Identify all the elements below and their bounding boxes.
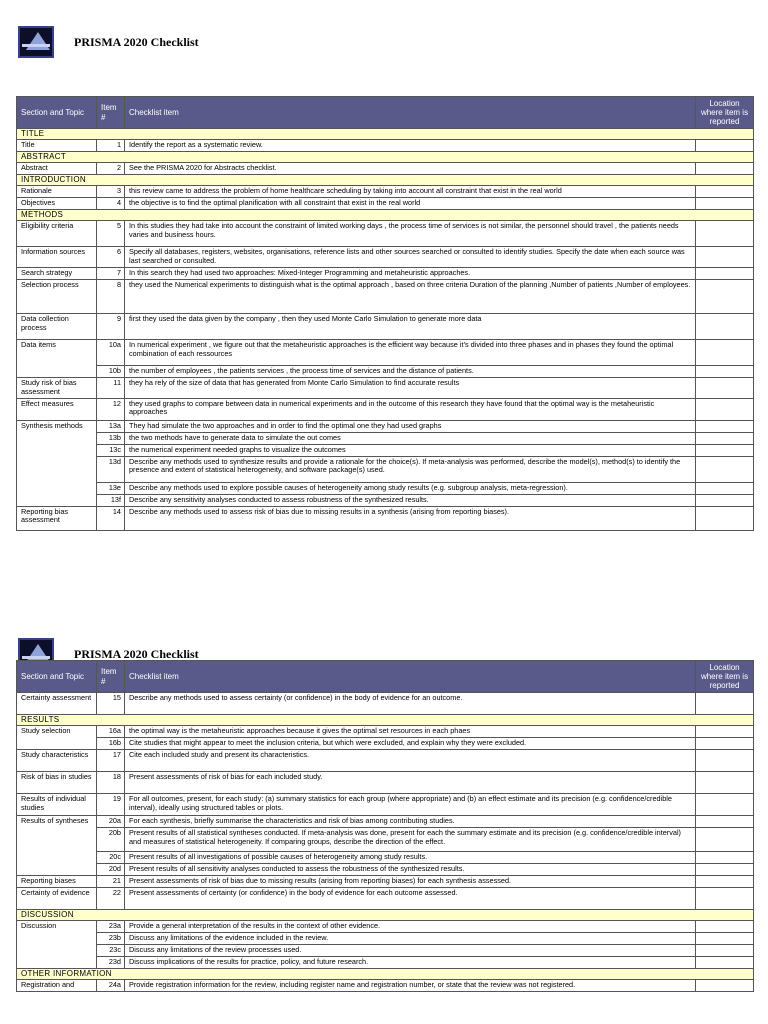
section-row bbox=[17, 910, 754, 921]
topic-cell: Discussion bbox=[17, 921, 97, 969]
item-number-cell: 23b bbox=[97, 933, 125, 945]
section-label: RESULTS bbox=[17, 715, 754, 726]
checklist-item-cell: In this search they had used two approaches: Mixed-Integer Programming and metaheuristic approaches. bbox=[125, 267, 696, 279]
location-cell[interactable] bbox=[696, 957, 754, 969]
table-row bbox=[17, 933, 754, 945]
section-row bbox=[17, 715, 754, 726]
table-row bbox=[17, 888, 754, 910]
section-row bbox=[17, 129, 754, 140]
table-row bbox=[17, 794, 754, 816]
table-row bbox=[17, 456, 754, 482]
section-label: INTRODUCTION bbox=[17, 175, 754, 186]
item-number-cell: 20d bbox=[97, 864, 125, 876]
checklist-item-cell: Describe any methods used to assess certainty (or confidence) in the body of evidence for an outcome. bbox=[125, 693, 696, 715]
topic-cell: Reporting bias assessment bbox=[17, 506, 97, 530]
location-cell[interactable] bbox=[696, 432, 754, 444]
table-row bbox=[17, 494, 754, 506]
item-number-cell: 13b bbox=[97, 432, 125, 444]
table-row bbox=[17, 726, 754, 738]
header-location: Location where item is reported bbox=[696, 661, 754, 693]
location-cell[interactable] bbox=[696, 921, 754, 933]
table-header-row bbox=[17, 661, 754, 693]
topic-cell: Study characteristics bbox=[17, 750, 97, 772]
header-section-topic: Section and Topic bbox=[17, 661, 97, 693]
item-number-cell: 15 bbox=[97, 693, 125, 715]
item-number-cell: 8 bbox=[97, 279, 125, 313]
item-number-cell: 21 bbox=[97, 876, 125, 888]
checklist-item-cell: For all outcomes, present, for each study: (a) summary statistics for each group (where appropriate) and (b) an effect estimate and its precision (e.g. confidence/credible interval), ideally using structured tables or plots. bbox=[125, 794, 696, 816]
table-row bbox=[17, 432, 754, 444]
header-location: Location where item is reported bbox=[696, 97, 754, 129]
table-header-row bbox=[17, 97, 754, 129]
header-checklist-item: Checklist item bbox=[125, 97, 696, 129]
section-label: ABSTRACT bbox=[17, 152, 754, 163]
location-cell[interactable] bbox=[696, 221, 754, 247]
item-number-cell: 4 bbox=[97, 198, 125, 210]
topic-cell: Reporting biases bbox=[17, 876, 97, 888]
table-row bbox=[17, 750, 754, 772]
checklist-item-cell: Describe any methods used to assess risk of bias due to missing results in a synthesis (arising from reporting biases). bbox=[125, 506, 696, 530]
table-row bbox=[17, 945, 754, 957]
item-number-cell: 1 bbox=[97, 140, 125, 152]
checklist-item-cell: Identify the report as a systematic review. bbox=[125, 140, 696, 152]
table-row bbox=[17, 267, 754, 279]
item-number-cell: 3 bbox=[97, 186, 125, 198]
section-row bbox=[17, 969, 754, 980]
topic-cell: Certainty of evidence bbox=[17, 888, 97, 910]
section-row bbox=[17, 152, 754, 163]
table-row bbox=[17, 864, 754, 876]
item-number-cell: 10a bbox=[97, 339, 125, 365]
table-row bbox=[17, 398, 754, 420]
location-cell[interactable] bbox=[696, 693, 754, 715]
topic-cell: Synthesis methods bbox=[17, 420, 97, 506]
topic-cell: Title bbox=[17, 140, 97, 152]
location-cell[interactable] bbox=[696, 267, 754, 279]
table-row bbox=[17, 365, 754, 377]
item-number-cell: 23d bbox=[97, 957, 125, 969]
checklist-item-cell: In numerical experiment , we figure out that the metaheuristic approaches is the efficient way because it’s divided into three phases and in phases they found the optimal combination of each ressources bbox=[125, 339, 696, 365]
item-number-cell: 17 bbox=[97, 750, 125, 772]
table-row bbox=[17, 279, 754, 313]
item-number-cell: 19 bbox=[97, 794, 125, 816]
table-row bbox=[17, 221, 754, 247]
item-number-cell: 2 bbox=[97, 163, 125, 175]
location-cell[interactable] bbox=[696, 482, 754, 494]
topic-cell: Abstract bbox=[17, 163, 97, 175]
checklist-table bbox=[16, 96, 754, 531]
table-row bbox=[17, 772, 754, 794]
table-body bbox=[17, 129, 754, 531]
location-cell[interactable] bbox=[696, 506, 754, 530]
topic-cell: Eligibility criteria bbox=[17, 221, 97, 247]
topic-cell: Data collection process bbox=[17, 313, 97, 339]
item-number-cell: 5 bbox=[97, 221, 125, 247]
checklist-item-cell: the number of employees , the patients services , the process time of services and the distance of patients. bbox=[125, 365, 696, 377]
topic-cell: Study selection bbox=[17, 726, 97, 750]
topic-cell: Data items bbox=[17, 339, 97, 377]
item-number-cell: 13f bbox=[97, 494, 125, 506]
location-cell[interactable] bbox=[696, 444, 754, 456]
checklist-item-cell: Describe any sensitivity analyses conducted to assess robustness of the synthesized results. bbox=[125, 494, 696, 506]
document-title: PRISMA 2020 Checklist bbox=[74, 35, 199, 49]
checklist-item-cell: Provide a general interpretation of the results in the context of other evidence. bbox=[125, 921, 696, 933]
table-row bbox=[17, 198, 754, 210]
checklist-item-cell: In this studies they had take into account the constraint of limited working days , the process time of services is not similar, the personnel should travel , the patients needs varies and business hours. bbox=[125, 221, 696, 247]
table-body bbox=[17, 693, 754, 992]
header-checklist-item: Checklist item bbox=[125, 661, 696, 693]
checklist-item-cell: Present assessments of risk of bias for each included study. bbox=[125, 772, 696, 794]
item-number-cell: 22 bbox=[97, 888, 125, 910]
location-cell[interactable] bbox=[696, 828, 754, 852]
section-label: OTHER INFORMATION bbox=[17, 969, 754, 980]
table-row bbox=[17, 444, 754, 456]
table-row bbox=[17, 693, 754, 715]
checklist-item-cell: first they used the data given by the company , then they used Monte Carlo Simulation to generate more data bbox=[125, 313, 696, 339]
location-cell[interactable] bbox=[696, 140, 754, 152]
location-cell[interactable] bbox=[696, 945, 754, 957]
item-number-cell: 16a bbox=[97, 726, 125, 738]
item-number-cell: 13e bbox=[97, 482, 125, 494]
checklist-item-cell: Present assessments of certainty (or confidence) in the body of evidence for each outcome assessed. bbox=[125, 888, 696, 910]
checklist-item-cell: Present results of all statistical syntheses conducted. If meta-analysis was done, present for each the summary estimate and its precision (e.g. confidence/credible interval) and measures of statistical heterogeneity. If comparing groups, describe the direction of the effect. bbox=[125, 828, 696, 852]
item-number-cell: 23a bbox=[97, 921, 125, 933]
checklist-item-cell: Present results of all investigations of possible causes of heterogeneity among study results. bbox=[125, 852, 696, 864]
section-label: DISCUSSION bbox=[17, 910, 754, 921]
header-item-number: Item # bbox=[97, 661, 125, 693]
table-row bbox=[17, 876, 754, 888]
location-cell[interactable] bbox=[696, 313, 754, 339]
topic-cell: Search strategy bbox=[17, 267, 97, 279]
item-number-cell: 13d bbox=[97, 456, 125, 482]
location-cell[interactable] bbox=[696, 876, 754, 888]
checklist-item-cell: Cite studies that might appear to meet the inclusion criteria, but which were excluded, and explain why they were excluded. bbox=[125, 738, 696, 750]
checklist-item-cell: For each synthesis, briefly summarise the characteristics and risk of bias among contributing studies. bbox=[125, 816, 696, 828]
table-row bbox=[17, 377, 754, 398]
item-number-cell: 10b bbox=[97, 365, 125, 377]
item-number-cell: 20c bbox=[97, 852, 125, 864]
location-cell[interactable] bbox=[696, 247, 754, 268]
topic-cell: Information sources bbox=[17, 247, 97, 268]
item-number-cell: 13c bbox=[97, 444, 125, 456]
location-cell[interactable] bbox=[696, 377, 754, 398]
checklist-item-cell: They had simulate the two approaches and in order to find the optimal one they had used graphs bbox=[125, 420, 696, 432]
topic-cell: Risk of bias in studies bbox=[17, 772, 97, 794]
checklist-item-cell: the objective is to find the optimal planification with all constraint that exist in the real world bbox=[125, 198, 696, 210]
topic-cell: Selection process bbox=[17, 279, 97, 313]
checklist-item-cell: Present assessments of risk of bias due to missing results (arising from reporting biases) for each synthesis assessed. bbox=[125, 876, 696, 888]
item-number-cell: 16b bbox=[97, 738, 125, 750]
location-cell[interactable] bbox=[696, 816, 754, 828]
table-row bbox=[17, 921, 754, 933]
location-cell[interactable] bbox=[696, 726, 754, 738]
location-cell[interactable] bbox=[696, 456, 754, 482]
checklist-item-cell: Describe any methods used to explore possible causes of heterogeneity among study results (e.g. subgroup analysis, meta-regression). bbox=[125, 482, 696, 494]
topic-cell: Rationale bbox=[17, 186, 97, 198]
location-cell[interactable] bbox=[696, 980, 754, 992]
table-row bbox=[17, 420, 754, 432]
table-row bbox=[17, 186, 754, 198]
table-row bbox=[17, 313, 754, 339]
table-row bbox=[17, 163, 754, 175]
topic-cell: Study risk of bias assessment bbox=[17, 377, 97, 398]
checklist-item-cell: Discuss implications of the results for practice, policy, and future research. bbox=[125, 957, 696, 969]
table-row bbox=[17, 247, 754, 268]
checklist-item-cell: Discuss any limitations of the review processes used. bbox=[125, 945, 696, 957]
location-cell[interactable] bbox=[696, 163, 754, 175]
table-row bbox=[17, 852, 754, 864]
section-label: METHODS bbox=[17, 210, 754, 221]
header-item-number: Item # bbox=[97, 97, 125, 129]
item-number-cell: 23c bbox=[97, 945, 125, 957]
table-row bbox=[17, 980, 754, 992]
section-label: TITLE bbox=[17, 129, 754, 140]
item-number-cell: 6 bbox=[97, 247, 125, 268]
table-row bbox=[17, 816, 754, 828]
location-cell[interactable] bbox=[696, 750, 754, 772]
topic-cell: Registration and bbox=[17, 980, 97, 992]
item-number-cell: 12 bbox=[97, 398, 125, 420]
table-row bbox=[17, 738, 754, 750]
item-number-cell: 20b bbox=[97, 828, 125, 852]
topic-cell: Results of individual studies bbox=[17, 794, 97, 816]
topic-cell: Objectives bbox=[17, 198, 97, 210]
location-cell[interactable] bbox=[696, 279, 754, 313]
document-title: PRISMA 2020 Checklist bbox=[74, 647, 199, 661]
location-cell[interactable] bbox=[696, 772, 754, 794]
checklist-item-cell: Specify all databases, registers, websites, organisations, reference lists and other sources searched or consulted to identify studies. Specify the date when each source was last searched or consulted. bbox=[125, 247, 696, 268]
location-cell[interactable] bbox=[696, 494, 754, 506]
table-row bbox=[17, 957, 754, 969]
checklist-item-cell: the two methods have to generate data to simulate the out comes bbox=[125, 432, 696, 444]
table-row bbox=[17, 140, 754, 152]
topic-cell: Effect measures bbox=[17, 398, 97, 420]
item-number-cell: 18 bbox=[97, 772, 125, 794]
checklist-item-cell: they ha rely of the size of data that has generated from Monte Carlo Simulation to find accurate results bbox=[125, 377, 696, 398]
checklist-item-cell: Describe any methods used to synthesize results and provide a rationale for the choice(s). If meta-analysis was performed, describe the model(s), method(s) to identify the presence and extent of statistical heterogeneity, and software package(s) used. bbox=[125, 456, 696, 482]
item-number-cell: 7 bbox=[97, 267, 125, 279]
table-row bbox=[17, 828, 754, 852]
item-number-cell: 11 bbox=[97, 377, 125, 398]
location-cell[interactable] bbox=[696, 888, 754, 910]
location-cell[interactable] bbox=[696, 398, 754, 420]
location-cell[interactable] bbox=[696, 420, 754, 432]
checklist-item-cell: they used graphs to compare between data in numerical experiments and in the outcome of this research they have found that the optimal way is the metaheuristic approaches bbox=[125, 398, 696, 420]
checklist-item-cell: Provide registration information for the review, including register name and registration number, or state that the review was not registered. bbox=[125, 980, 696, 992]
topic-cell: Certainty assessment bbox=[17, 693, 97, 715]
location-cell[interactable] bbox=[696, 852, 754, 864]
prisma-logo-icon bbox=[18, 26, 54, 58]
item-number-cell: 13a bbox=[97, 420, 125, 432]
checklist-item-cell: Discuss any limitations of the evidence included in the review. bbox=[125, 933, 696, 945]
item-number-cell: 14 bbox=[97, 506, 125, 530]
table-row bbox=[17, 339, 754, 365]
location-cell[interactable] bbox=[696, 365, 754, 377]
location-cell[interactable] bbox=[696, 186, 754, 198]
topic-cell: Results of syntheses bbox=[17, 816, 97, 876]
location-cell[interactable] bbox=[696, 738, 754, 750]
checklist-table bbox=[16, 660, 754, 992]
location-cell[interactable] bbox=[696, 933, 754, 945]
checklist-item-cell: the optimal way is the metaheuristic approaches because it gives the optimal set resources in each phaes bbox=[125, 726, 696, 738]
checklist-item-cell: this review came to address the problem of home healthcare scheduling by taking into account all constraint that exist in the real world bbox=[125, 186, 696, 198]
table-row bbox=[17, 482, 754, 494]
location-cell[interactable] bbox=[696, 198, 754, 210]
item-number-cell: 20a bbox=[97, 816, 125, 828]
item-number-cell: 24a bbox=[97, 980, 125, 992]
checklist-item-cell: they used the Numerical experiments to distinguish what is the optimal approach , based on three criteria Duration of the planning ,Number of patients ,Number of employees. bbox=[125, 279, 696, 313]
header-section-topic: Section and Topic bbox=[17, 97, 97, 129]
location-cell[interactable] bbox=[696, 864, 754, 876]
item-number-cell: 9 bbox=[97, 313, 125, 339]
checklist-item-cell: the numerical experiment needed graphs to visualize the outcomes bbox=[125, 444, 696, 456]
table-row bbox=[17, 506, 754, 530]
location-cell[interactable] bbox=[696, 794, 754, 816]
checklist-item-cell: Cite each included study and present its characteristics. bbox=[125, 750, 696, 772]
location-cell[interactable] bbox=[696, 339, 754, 365]
section-row bbox=[17, 175, 754, 186]
checklist-item-cell: Present results of all sensitivity analyses conducted to assess the robustness of the synthesized results. bbox=[125, 864, 696, 876]
checklist-item-cell: See the PRISMA 2020 for Abstracts checklist. bbox=[125, 163, 696, 175]
section-row bbox=[17, 210, 754, 221]
